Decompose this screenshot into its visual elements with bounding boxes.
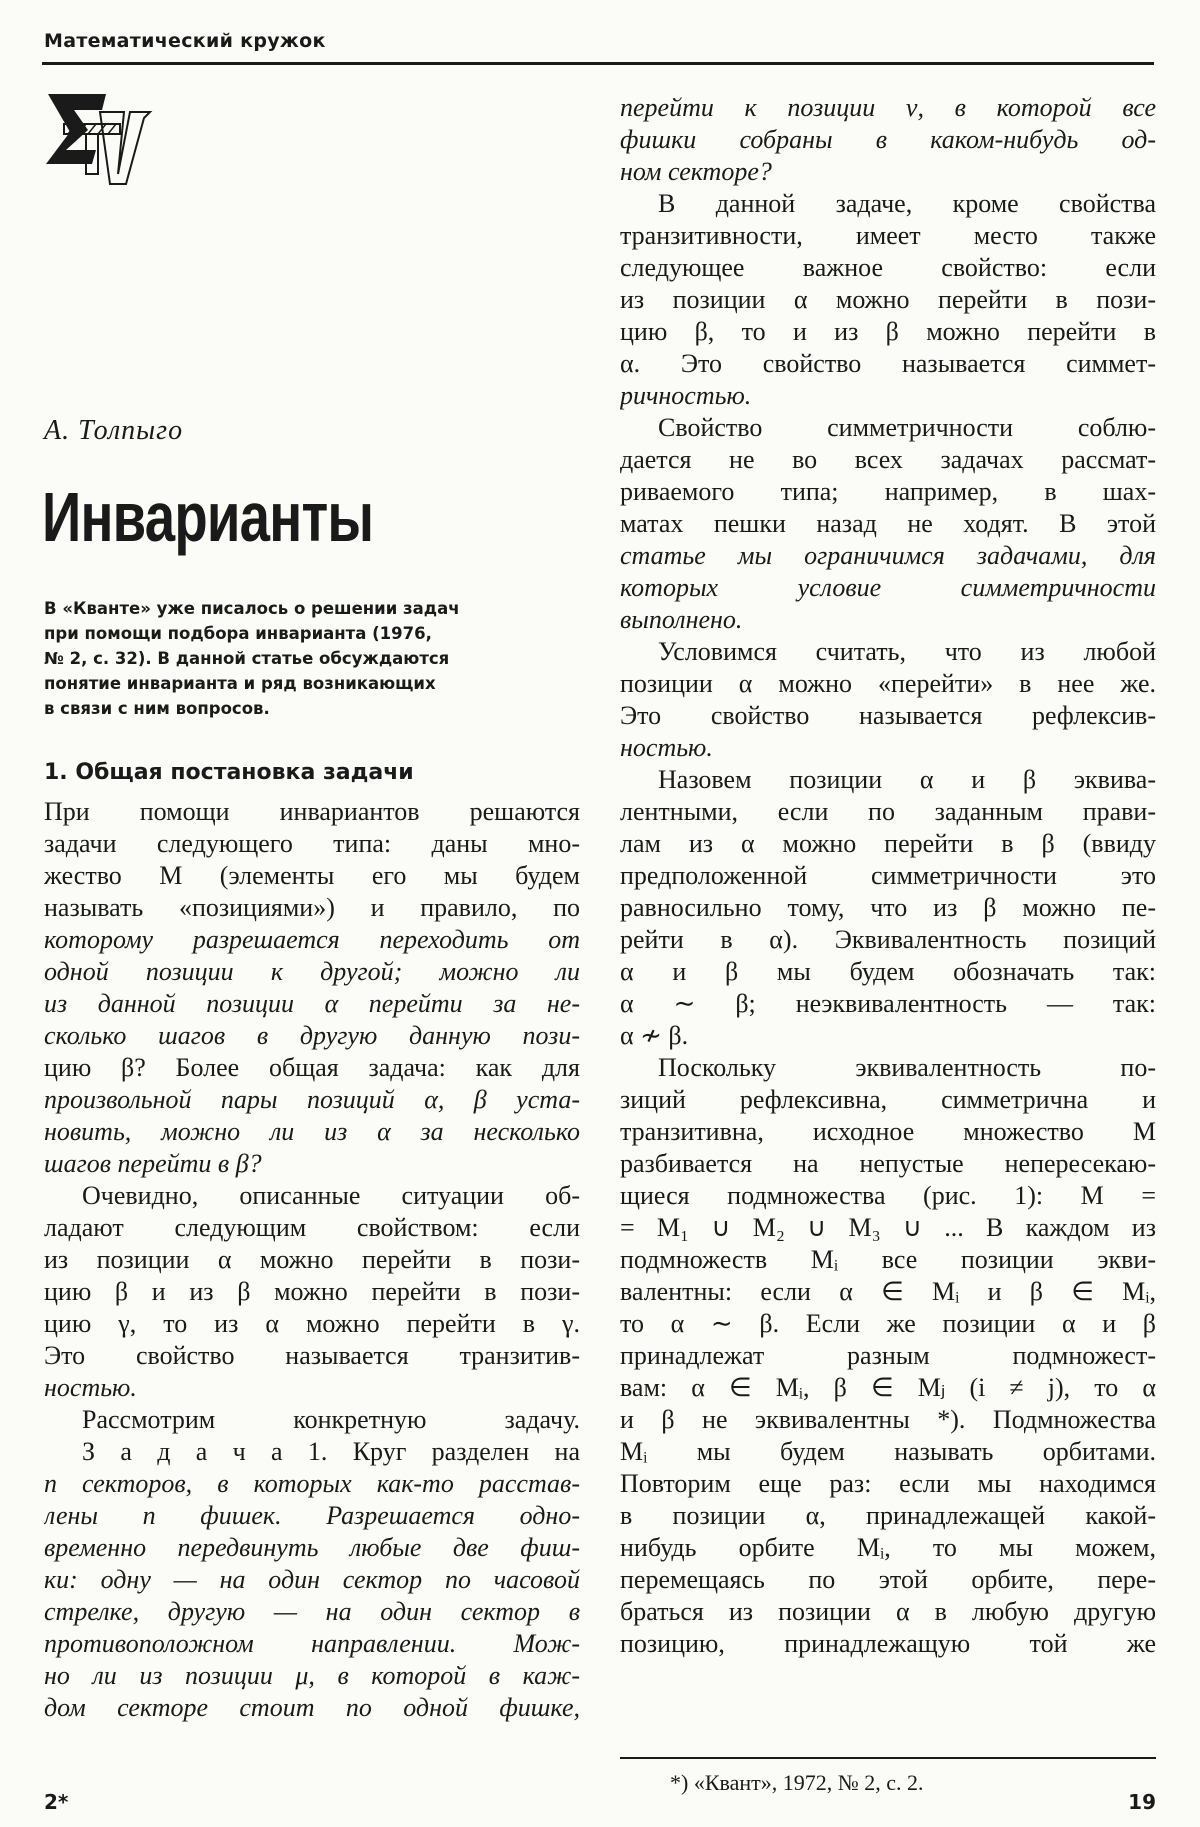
abstract-line: в связи с ним вопросов.: [44, 699, 270, 718]
text-line: противоположном направлении. Мож-: [44, 1629, 580, 1658]
text-line: Рассмотрим конкретную задачу.: [82, 1405, 580, 1434]
text-line: перемещаясь по этой орбите, пере-: [620, 1565, 1156, 1594]
text-line: позицию, принадлежащую той же: [620, 1629, 1156, 1658]
text-line: ричностью.: [620, 381, 752, 410]
text-line: α и β мы будем обозначать так:: [620, 957, 1156, 986]
text-line: принадлежат разным подмножест-: [620, 1341, 1156, 1370]
abstract-line: при помощи подбора инварианта (1976,: [44, 624, 432, 643]
text-line: но ли из позиции μ, в которой в каж-: [44, 1661, 580, 1690]
abstract: [44, 596, 584, 721]
text-line: ки: одну — на один сектор по часовой: [44, 1565, 580, 1594]
header-rule: [42, 62, 1154, 65]
section-heading: 1. Общая постановка задачи: [44, 760, 414, 785]
section-label: Математический кружок: [44, 30, 326, 52]
text-line: сколько шагов в другую данную пози-: [44, 1021, 580, 1050]
text-line: α. Это свойство называется симмет-: [620, 349, 1156, 378]
text-line: разбивается на непустые непересекаю-: [620, 1149, 1156, 1178]
text-line: называть «позициями») и правило, по: [44, 893, 580, 922]
text-line: Поскольку эквивалентность по-: [658, 1053, 1156, 1082]
text-line: вам: α ∈ Mᵢ, β ∈ Mⱼ (i ≠ j), то α: [620, 1373, 1156, 1402]
text-line: подмножеств Mᵢ все позиции экви-: [620, 1245, 1156, 1274]
text-line: Это свойство называется рефлексив-: [620, 701, 1156, 730]
text-line: следующее важное свойство: если: [620, 253, 1156, 282]
text-line: позиции α можно «перейти» в нее же.: [620, 669, 1156, 698]
abstract-line: В «Кванте» уже писалось о решении задач: [44, 599, 460, 618]
text-line: зиций рефлексивна, симметрична и: [620, 1085, 1156, 1114]
text-line: которому разрешается переходить от: [44, 925, 580, 954]
text-line: то α ∼ β. Если же позиции α и β: [620, 1309, 1156, 1338]
text-line: из данной позиции α перейти за не-: [44, 989, 580, 1018]
text-line: транзитивна, исходное множество M: [620, 1117, 1156, 1146]
text-line: перейти к позиции ν, в которой все: [620, 93, 1156, 122]
text-line: дается не во всех задачах рассмат-: [620, 445, 1156, 474]
text-line: ладают следующим свойством: если: [44, 1213, 580, 1242]
text-line: цию β и из β можно перейти в пози-: [44, 1277, 580, 1306]
text-line: = M₁ ∪ M₂ ∪ M₃ ∪ ... В каждом из: [620, 1213, 1156, 1242]
footnote-rule: [620, 1757, 1156, 1759]
text-line: произвольной пары позиций α, β уста-: [44, 1085, 580, 1114]
abstract-line: понятие инварианта и ряд возникающих: [44, 674, 436, 693]
footnote: *) «Квант», 1972, № 2, с. 2.: [670, 1770, 924, 1795]
text-line: цию γ, то из α можно перейти в γ.: [44, 1309, 580, 1338]
page-number: 19: [1128, 1790, 1156, 1814]
right-column: [620, 92, 1156, 1660]
text-line: в позиции α, принадлежащей какой-: [620, 1501, 1156, 1530]
text-line: из позиции α можно перейти в пози-: [620, 285, 1156, 314]
text-line: браться из позиции α в любую другую: [620, 1597, 1156, 1626]
author: А. Толпыго: [44, 415, 184, 446]
text-line: Назовем позиции α и β эквива-: [658, 765, 1156, 794]
text-line: α ∼ β; неэквивалентность — так:: [620, 989, 1156, 1018]
text-line: и β не эквивалентны *). Подмножества: [620, 1405, 1156, 1434]
sigma-t-v-logo-icon: [44, 88, 154, 188]
text-line: жество M (элементы его мы будем: [44, 861, 580, 890]
text-line: валентны: если α ∈ Mᵢ и β ∈ Mᵢ,: [620, 1277, 1156, 1306]
text-line: транзитивности, имеет место также: [620, 221, 1156, 250]
text-line: щиеся подмножества (рис. 1): M =: [620, 1181, 1156, 1210]
left-column: [44, 796, 580, 1724]
text-line: Это свойство называется транзитив-: [44, 1341, 580, 1370]
text-line: В данной задаче, кроме свойства: [658, 189, 1156, 218]
text-line: из позиции α можно перейти в пози-: [44, 1245, 580, 1274]
text-line: Повторим еще раз: если мы находимся: [620, 1469, 1156, 1498]
text-line: лентными, если по заданным прави-: [620, 797, 1156, 826]
text-line: лены n фишек. Разрешается одно-: [44, 1501, 580, 1530]
text-line: Условимся считать, что из любой: [658, 637, 1156, 666]
text-line: статье мы ограничимся задачами, для: [620, 541, 1156, 570]
text-line: риваемого типа; например, в шах-: [620, 477, 1156, 506]
text-line: дом секторе стоит по одной фишке,: [44, 1693, 580, 1722]
text-line: нибудь орбите Mᵢ, то мы можем,: [620, 1533, 1156, 1562]
text-line: новить, можно ли из α за несколько: [44, 1117, 580, 1146]
text-line: временно передвинуть любые две фиш-: [44, 1533, 580, 1562]
text-line: шагов перейти в β?: [44, 1149, 262, 1178]
text-line: фишки собраны в каком-нибудь од-: [620, 125, 1156, 154]
text-line: которых условие симметричности: [620, 573, 1156, 602]
text-line: ном секторе?: [620, 157, 772, 186]
text-line: лам из α можно перейти в β (ввиду: [620, 829, 1156, 858]
text-line: рейти в α). Эквивалентность позиций: [620, 925, 1156, 954]
text-line: матах пешки назад не ходят. В этой: [620, 509, 1156, 538]
text-line: задачи следующего типа: даны мно-: [44, 829, 580, 858]
text-line: Свойство симметричности соблю-: [658, 413, 1156, 442]
text-line: цию β, то и из β можно перейти в: [620, 317, 1156, 346]
text-line: ностью.: [44, 1373, 137, 1402]
text-line: Очевидно, описанные ситуации об-: [82, 1181, 580, 1210]
text-line: Mᵢ мы будем называть орбитами.: [620, 1437, 1156, 1466]
text-line: предположенной симметричности это: [620, 861, 1156, 890]
text-line: ностью.: [620, 733, 713, 762]
text-line: равносильно тому, что из β можно пе-: [620, 893, 1156, 922]
abstract-line: № 2, с. 32). В данной статье обсуждаются: [44, 649, 450, 668]
article-title: Инварианты: [42, 478, 374, 556]
text-line: З а д а ч а 1. Круг разделен на: [82, 1437, 580, 1466]
text-line: цию β? Более общая задача: как для: [44, 1053, 580, 1082]
text-line: n секторов, в которых как-то расстав-: [44, 1469, 580, 1498]
text-line: При помощи инвариантов решаются: [44, 797, 580, 826]
text-line: α ≁ β.: [620, 1021, 689, 1050]
text-line: стрелке, другую — на один сектор в: [44, 1597, 580, 1626]
text-line: выполнено.: [620, 605, 743, 634]
text-line: одной позиции к другой; можно ли: [44, 957, 580, 986]
signature-mark: 2*: [44, 1790, 69, 1814]
